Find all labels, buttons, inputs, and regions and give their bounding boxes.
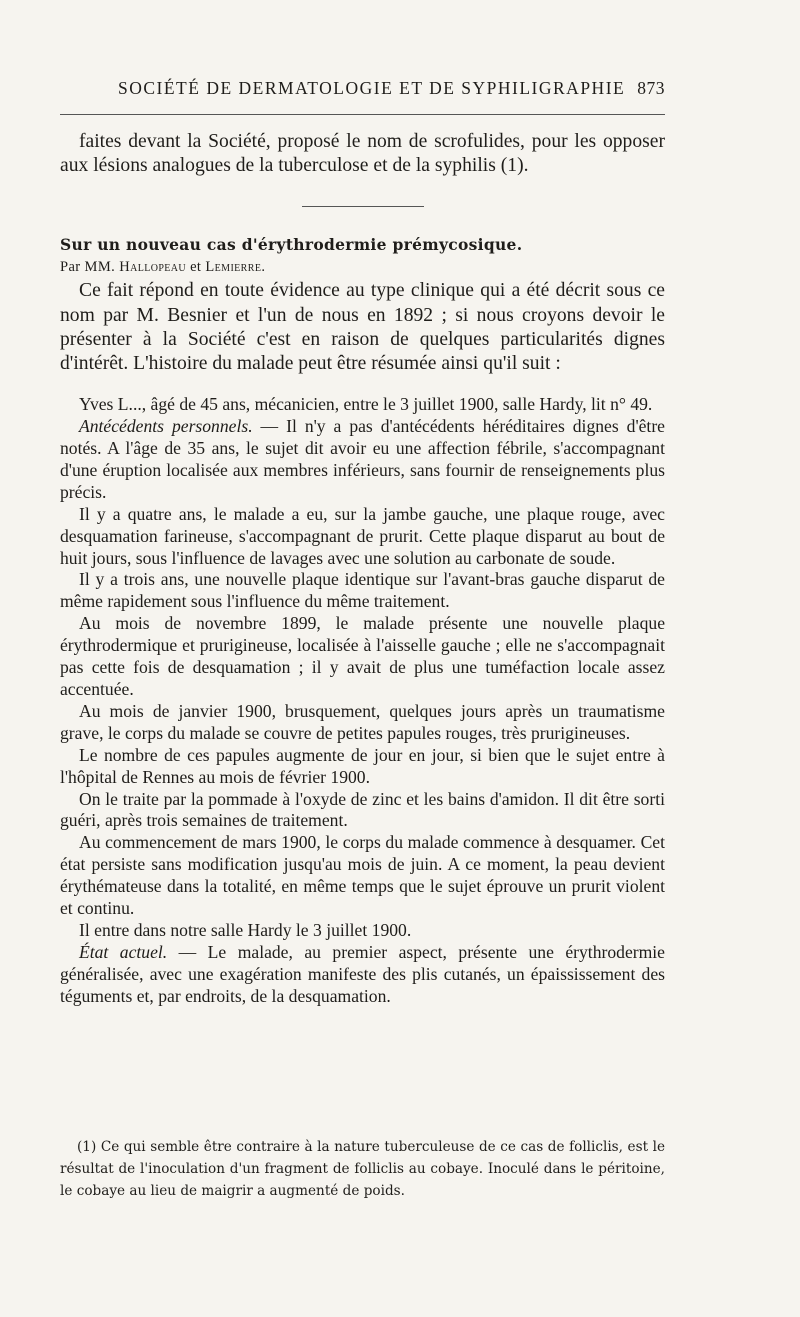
page-number: 873 xyxy=(637,78,665,98)
etat-paragraph xyxy=(60,942,665,1008)
antecedents-text: — Il n'y a pas d'antécédents héréditaires dignes d'être notés. A l'âge de 35 ans, le sujet dit avoir eu une affection fébrile, s'accompagnant d'une éruption localisée aux membres inférieurs, sans fournir de renseignements plus précis. xyxy=(60,416,665,502)
article-authors xyxy=(60,256,665,279)
body-text xyxy=(60,130,665,1008)
case-paragraph-8: Il entre dans notre salle Hardy le 3 juillet 1900. xyxy=(79,919,412,940)
article-title: Sur un nouveau cas d'érythrodermie prémycosique. xyxy=(60,235,523,255)
antecedents-paragraph xyxy=(60,416,665,504)
case-paragraph-6: On le traite par la pommade à l'oxyde de zinc et les bains d'amidon. Il dit être sorti guéri, après trois semaines de traitement. xyxy=(60,788,665,831)
footnote xyxy=(60,1136,665,1202)
lead-section xyxy=(60,130,665,178)
case-paragraph-3: Au mois de novembre 1899, le malade présente une nouvelle plaque érythrodermique et prurigineuse, localisée à l'aisselle gauche ; elle ne s'accompagnait pas cette fois de desquamation ; il y avait de plus une tuméfaction locale assez accentuée. xyxy=(60,613,665,699)
continuation-paragraph: faites devant la Société, proposé le nom de scrofulides, pour les opposer aux lésions analogues de la tuberculose et de la syphilis (1). xyxy=(60,131,665,177)
spacer xyxy=(60,376,665,394)
section-divider xyxy=(302,206,424,207)
etat-label: État actuel. xyxy=(79,941,168,962)
antecedents-label: Antécédents personnels. xyxy=(79,416,253,437)
case-paragraph-7: Au commencement de mars 1900, le corps du malade commence à desquamer. Cet état persiste sans modification jusqu'au mois de juin. A ce moment, la peau devient érythémateuse dans la totalité, en même temps que le sujet éprouve un prurit violent et continu. xyxy=(60,832,665,919)
case-paragraph-2: Il y a trois ans, une nouvelle plaque identique sur l'avant-bras gauche disparut de même rapidement sous l'influence du même traitement. xyxy=(60,569,665,612)
running-head-title: SOCIÉTÉ DE DERMATOLOGIE ET DE SYPHILIGRAPHIE xyxy=(118,78,626,98)
case-intro-paragraph: Yves L..., âgé de 45 ans, mécanicien, entre le 3 juillet 1900, salle Hardy, lit n° 49. xyxy=(79,394,653,415)
header-rule xyxy=(60,114,665,115)
case-paragraph-5: Le nombre de ces papules augmente de jour en jour, si bien que le sujet entre à l'hôpital de Rennes au mois de février 1900. xyxy=(60,744,665,787)
author-2: Lemierre. xyxy=(205,259,266,276)
authors-joiner: et xyxy=(190,259,202,276)
case-paragraph-4: Au mois de janvier 1900, brusquement, quelques jours après un traumatisme grave, le corps du malade se couvre de petites papules rouges, très prurigineuses. xyxy=(60,700,665,743)
etat-text: — Le malade, au premier aspect, présente une érythrodermie généralisée, avec une exagération manifeste des plis cutanés, un épaississement des téguments et, par endroits, de la desquamation. xyxy=(60,941,665,1006)
case-report xyxy=(60,394,665,1007)
intro-section xyxy=(60,279,665,376)
running-head xyxy=(60,78,665,102)
case-paragraph-1: Il y a quatre ans, le malade a eu, sur la jambe gauche, une plaque rouge, avec desquamation farineuse, s'accompagnant de prurit. Cette plaque disparut au bout de huit jours, sous l'influence de lavages avec une solution au carbonate de soude. xyxy=(60,503,665,568)
intro-paragraph: Ce fait répond en toute évidence au type clinique qui a été décrit sous ce nom par M. Besnier et l'un de nous en 1892 ; si nous croyons devoir le présenter à la Société c'est en raison de quelques particularités dignes d'intérêt. L'histoire du malade peut être résumée ainsi qu'il suit : xyxy=(60,280,665,375)
author-1: Hallopeau xyxy=(119,259,187,276)
authors-prefix: Par MM. xyxy=(60,259,116,276)
footnote-text: (1) Ce qui semble être contraire à la nature tuberculeuse de ce cas de folliclis, est le résultat de l'inoculation d'un fragment de folliclis au cobaye. Inoculé dans le péritoine, le cobaye au lieu de maigrir a augmenté de poids. xyxy=(60,1139,665,1199)
